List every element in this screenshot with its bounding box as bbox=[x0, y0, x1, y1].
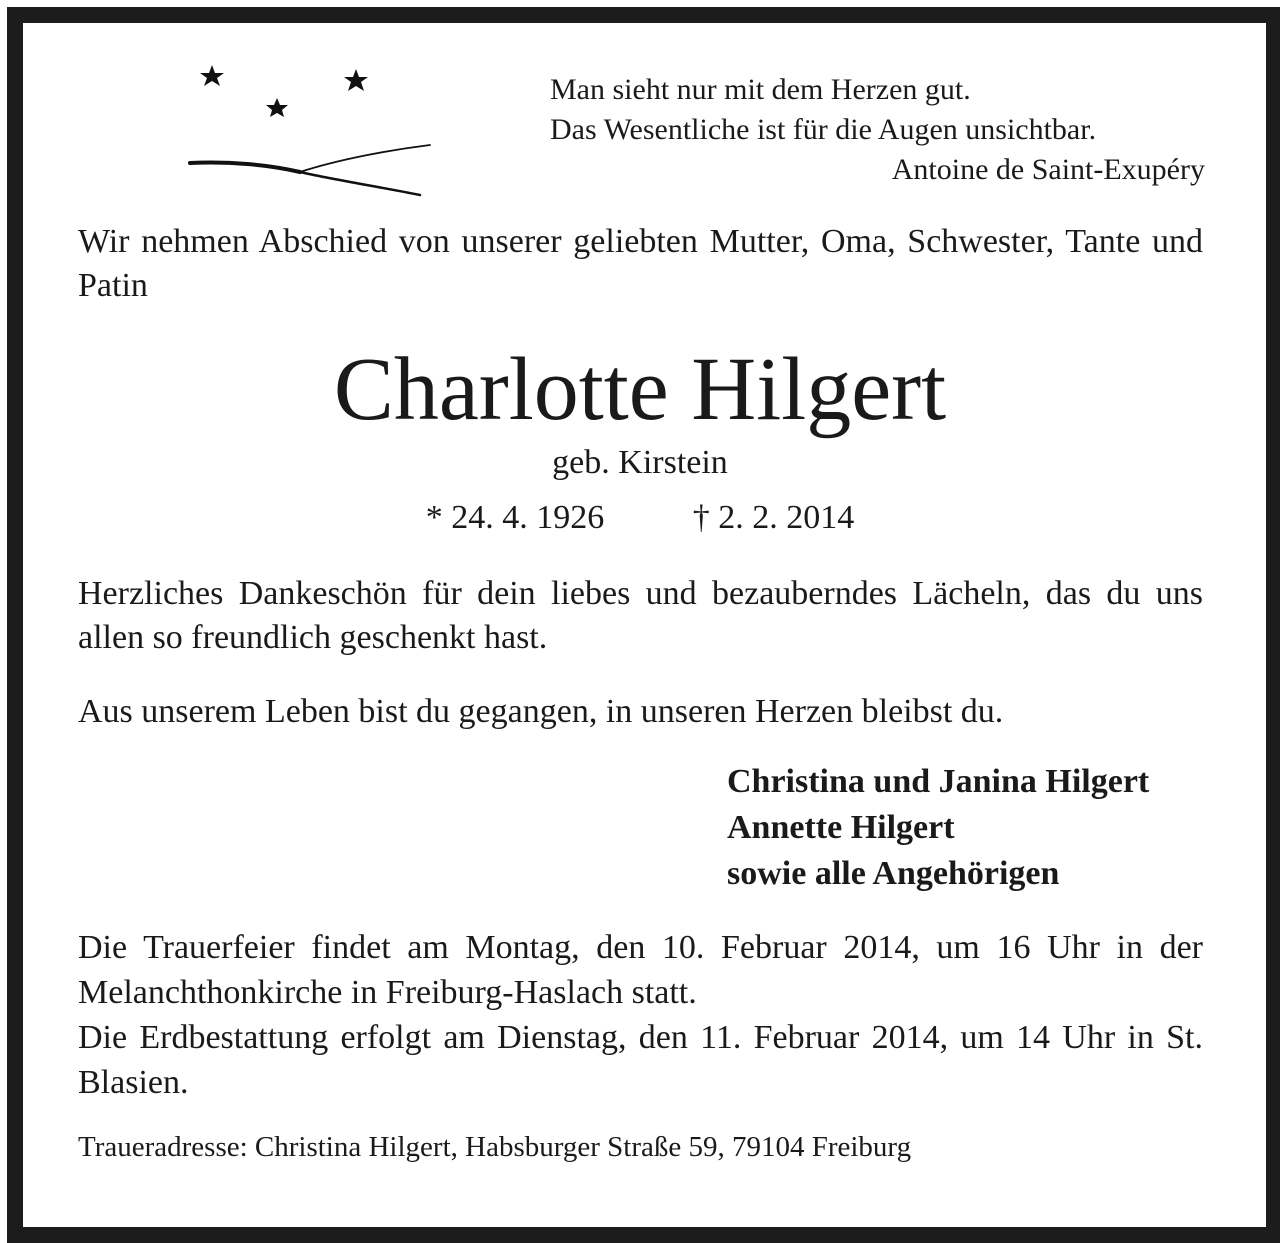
death-date: † 2. 2. 2014 bbox=[692, 499, 855, 536]
thanks-text: Herzliches Dankeschön für dein liebes und bezauberndes Lächeln, das du uns allen so freundlich geschenkt hast. bbox=[78, 575, 1203, 656]
star-icon bbox=[200, 65, 224, 86]
mourning-address: Traueradresse: Christina Hilgert, Habsburger Straße 59, 79104 Freiburg bbox=[78, 1131, 912, 1163]
intro-text: Wir nehmen Abschied von unserer geliebten Mutter, Oma, Schwester, Tante und Patin bbox=[78, 223, 1203, 304]
life-dates bbox=[0, 497, 1280, 539]
signers-block bbox=[727, 759, 1227, 897]
quote-block bbox=[550, 70, 1205, 190]
memorial-line: Aus unserem Leben bist du gegangen, in unseren Herzen bleibst du. bbox=[78, 693, 1004, 730]
deceased-name: Charlotte Hilgert bbox=[333, 340, 947, 439]
burial-info: Die Erdbestattung erfolgt am Dienstag, den 11. Februar 2014, um 14 Uhr in St. Blasien. bbox=[78, 1019, 1203, 1101]
quote-line: Das Wesentliche ist für die Augen unsichtbar. bbox=[550, 113, 1097, 146]
signer-name: Annette Hilgert bbox=[727, 809, 955, 846]
quote-line: Man sieht nur mit dem Herzen gut. bbox=[550, 73, 971, 106]
birth-date: * 24. 4. 1926 bbox=[425, 499, 605, 536]
ceremony-info: Die Trauerfeier findet am Montag, den 10. Februar 2014, um 16 Uhr in der Melanchthonkirche in Freiburg-Haslach statt. bbox=[78, 929, 1203, 1011]
signer-name: Christina und Janina Hilgert bbox=[727, 763, 1150, 800]
birth-name: geb. Kirstein bbox=[552, 444, 728, 481]
signer-name: sowie alle Angehörigen bbox=[727, 855, 1060, 892]
quote-author: Antoine de Saint-Exupéry bbox=[891, 153, 1205, 186]
star-icon bbox=[266, 98, 288, 117]
stars-and-branch-icon bbox=[180, 55, 450, 205]
star-icon bbox=[344, 69, 368, 91]
